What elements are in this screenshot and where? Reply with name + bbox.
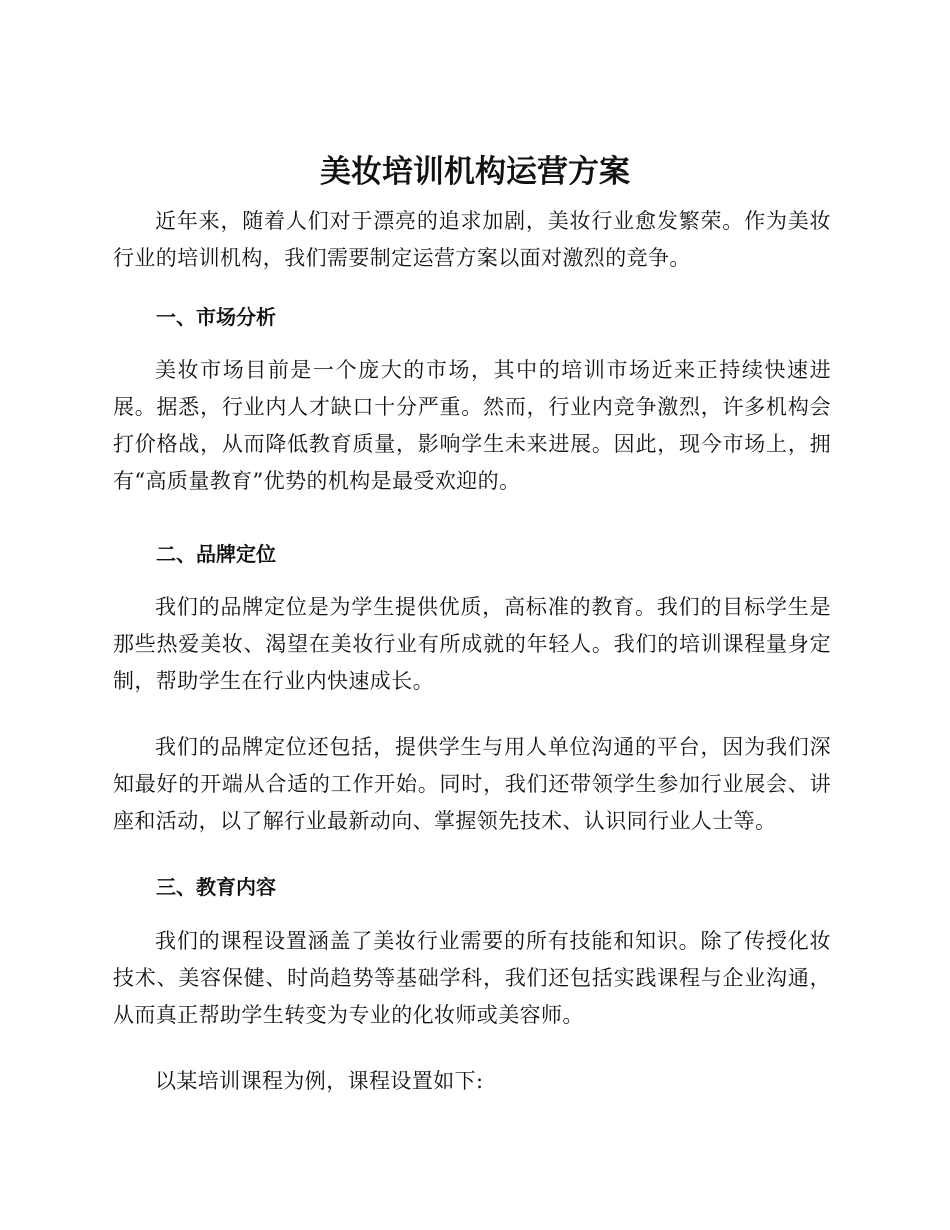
market-paragraph: 美妆市场目前是一个庞大的市场，其中的培训市场近来正持续快速进展。据悉，行业内人才缺口十分严重。然而，行业内竞争激烈，许多机构会打价格战，从而降低教育质量，影响学生未来进展。因此，现今市场上，拥有“高质量教育”优势的机构是最受欢迎的。 <box>113 358 831 493</box>
intro-paragraph: 近年来，随着人们对于漂亮的追求加剧，美妆行业愈发繁荣。作为美妆行业的培训机构，我们需要制定运营方案以面对激烈的竞争。 <box>113 209 831 270</box>
brand-paragraph-1: 我们的品牌定位是为学生提供优质，高标准的教育。我们的目标学生是那些热爱美妆、渴望在美妆行业有所成就的年轻人。我们的培训课程量身定制，帮助学生在行业内快速成长。 <box>113 595 831 693</box>
section-heading-brand: 二、品牌定位 <box>156 542 276 566</box>
education-paragraph-1: 我们的课程设置涵盖了美妆行业需要的所有技能和知识。除了传授化妆技术、美容保健、时尚趋势等基础学科，我们还包括实践课程与企业沟通，从而真正帮助学生转变为专业的化妆师或美容师。 <box>113 929 831 1027</box>
document-title: 美妆培训机构运营方案 <box>320 154 630 190</box>
education-paragraph-2: 以某培训课程为例，课程设置如下: <box>155 1069 484 1093</box>
section-heading-education: 三、教育内容 <box>156 875 276 899</box>
brand-paragraph-2: 我们的品牌定位还包括，提供学生与用人单位沟通的平台，因为我们深知最好的开端从合适的工作开始。同时，我们还带领学生参加行业展会、讲座和活动，以了解行业最新动向、掌握领先技术、认识同行业人士等。 <box>113 735 831 833</box>
section-heading-market: 一、市场分析 <box>156 305 276 329</box>
